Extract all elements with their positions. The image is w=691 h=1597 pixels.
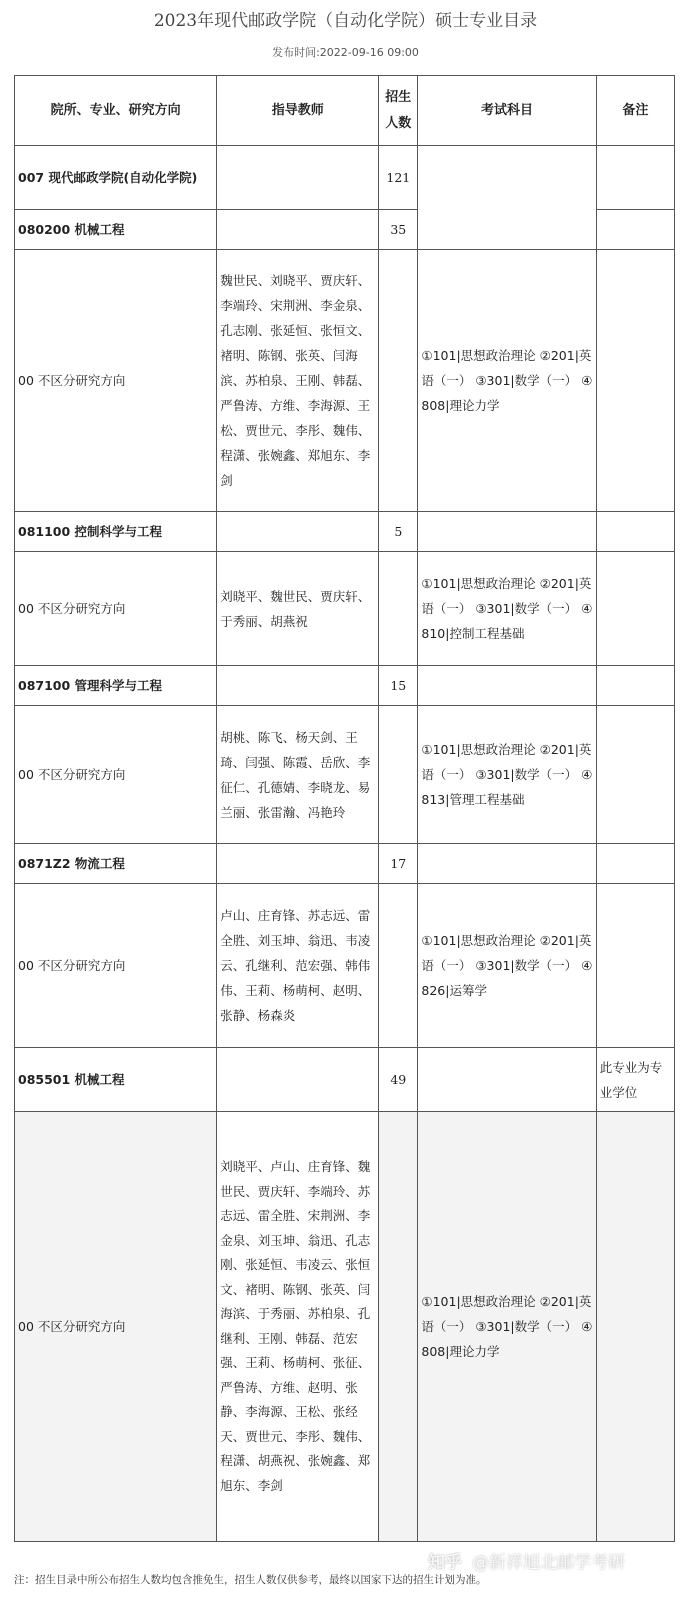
note-cell [596, 210, 674, 250]
tutor-cell: 胡桃、陈飞、杨天剑、王琦、闫强、陈霞、岳欣、李征仁、孔德婧、李晓龙、易兰丽、张雷瀚、冯艳玲 [217, 706, 379, 844]
page-title: 2023年现代邮政学院（自动化学院）硕士专业目录 [153, 11, 538, 31]
tutor-cell [217, 1048, 379, 1112]
header-tutor: 指导教师 [217, 76, 379, 146]
header-note: 备注 [596, 76, 674, 146]
tutor-cell [217, 210, 379, 250]
dept-cell: 081100 控制科学与工程 [15, 512, 217, 552]
dept-cell: 0871Z2 物流工程 [15, 844, 217, 884]
exam-cell [418, 666, 596, 706]
tutor-cell: 卢山、庄育锋、苏志远、雷全胜、刘玉坤、翁迅、韦凌云、孔继利、范宏强、韩伟伟、王莉、杨萌柯、赵明、张静、杨森炎 [217, 884, 379, 1048]
exam-cell [418, 512, 596, 552]
table-row [15, 884, 675, 1048]
note-cell [596, 884, 674, 1048]
note-cell [596, 666, 674, 706]
table-row [15, 552, 675, 666]
dept-cell: 007 现代邮政学院(自动化学院) [15, 146, 217, 210]
watermark-handle: @新祥旭北邮学考研 [472, 1553, 625, 1573]
dept-cell: 085501 机械工程 [15, 1048, 217, 1112]
header-exam: 考试科目 [418, 76, 596, 146]
table-row [15, 250, 675, 512]
note-cell [596, 706, 674, 844]
header-dept: 院所、专业、研究方向 [15, 76, 217, 146]
footer-note: 注：招生目录中所公布招生人数均包含推免生，招生人数仅供参考，最终以国家下达的招生计划为准。 [14, 1574, 487, 1586]
catalog-table [14, 75, 675, 1542]
count-cell: 17 [379, 844, 418, 884]
exam-cell: ①101|思想政治理论 ②201|英语（一） ③301|数学（一） ④808|理论力学 [418, 250, 596, 512]
dept-cell: 087100 管理科学与工程 [15, 666, 217, 706]
header-count: 招生人数 [379, 76, 418, 146]
watermark [428, 1548, 625, 1573]
note-cell [596, 552, 674, 666]
table-row [15, 706, 675, 844]
table-row [15, 146, 675, 210]
table-row [15, 512, 675, 552]
table-row [15, 844, 675, 884]
exam-cell: ①101|思想政治理论 ②201|英语（一） ③301|数学（一） ④808|理论力学 [418, 1112, 596, 1542]
publish-time: 发布时间:2022-09-16 09:00 [272, 46, 419, 59]
tutor-cell [217, 666, 379, 706]
tutor-cell: 魏世民、刘晓平、贾庆轩、李端玲、宋荆洲、李金泉、孔志刚、张延恒、张恒文、褚明、陈钢、张英、闫海滨、苏柏泉、王刚、韩磊、严鲁涛、方维、李海源、王松、贾世元、李彤、魏伟、程潇、张婉鑫、郑旭东、李剑 [217, 250, 379, 512]
table-row [15, 1112, 675, 1542]
note-cell [596, 146, 674, 210]
table-row [15, 1048, 675, 1112]
exam-cell: ①101|思想政治理论 ②201|英语（一） ③301|数学（一） ④826|运筹学 [418, 884, 596, 1048]
dept-cell: 00 不区分研究方向 [15, 552, 217, 666]
count-cell [379, 706, 418, 844]
note-cell [596, 250, 674, 512]
dept-cell: 00 不区分研究方向 [15, 884, 217, 1048]
count-cell: 121 [379, 146, 418, 210]
dept-cell: 080200 机械工程 [15, 210, 217, 250]
count-cell [379, 250, 418, 512]
note-cell [596, 844, 674, 884]
note-cell [596, 1112, 674, 1542]
count-cell [379, 884, 418, 1048]
exam-cell [418, 844, 596, 884]
table-row [15, 666, 675, 706]
tutor-cell: 刘晓平、卢山、庄育锋、魏世民、贾庆轩、李端玲、苏志远、雷全胜、宋荆洲、李金泉、刘玉坤、翁迅、孔志刚、张延恒、韦凌云、张恒文、褚明、陈钢、张英、闫海滨、于秀丽、苏柏泉、孔继利、王刚、韩磊、范宏强、王莉、杨萌柯、张征、严鲁涛、方维、赵明、张静、李海源、王松、张经天、贾世元、李彤、魏伟、程潇、胡燕祝、张婉鑫、郑旭东、李剑 [217, 1112, 379, 1542]
note-cell [596, 512, 674, 552]
count-cell [379, 1112, 418, 1542]
tutor-cell [217, 844, 379, 884]
exam-cell [418, 1048, 596, 1112]
dept-cell: 00 不区分研究方向 [15, 250, 217, 512]
tutor-cell: 刘晓平、魏世民、贾庆轩、于秀丽、胡燕祝 [217, 552, 379, 666]
count-cell: 15 [379, 666, 418, 706]
tutor-cell [217, 146, 379, 210]
zhihu-logo: 知乎 [428, 1553, 462, 1573]
dept-cell: 00 不区分研究方向 [15, 1112, 217, 1542]
count-cell: 5 [379, 512, 418, 552]
count-cell [379, 552, 418, 666]
count-cell: 49 [379, 1048, 418, 1112]
header-row [15, 76, 675, 146]
note-cell: 此专业为专业学位 [596, 1048, 674, 1112]
exam-cell: ①101|思想政治理论 ②201|英语（一） ③301|数学（一） ④810|控制工程基础 [418, 552, 596, 666]
exam-cell: ①101|思想政治理论 ②201|英语（一） ③301|数学（一） ④813|管理工程基础 [418, 706, 596, 844]
exam-cell [418, 146, 596, 250]
tutor-cell [217, 512, 379, 552]
dept-cell: 00 不区分研究方向 [15, 706, 217, 844]
count-cell: 35 [379, 210, 418, 250]
